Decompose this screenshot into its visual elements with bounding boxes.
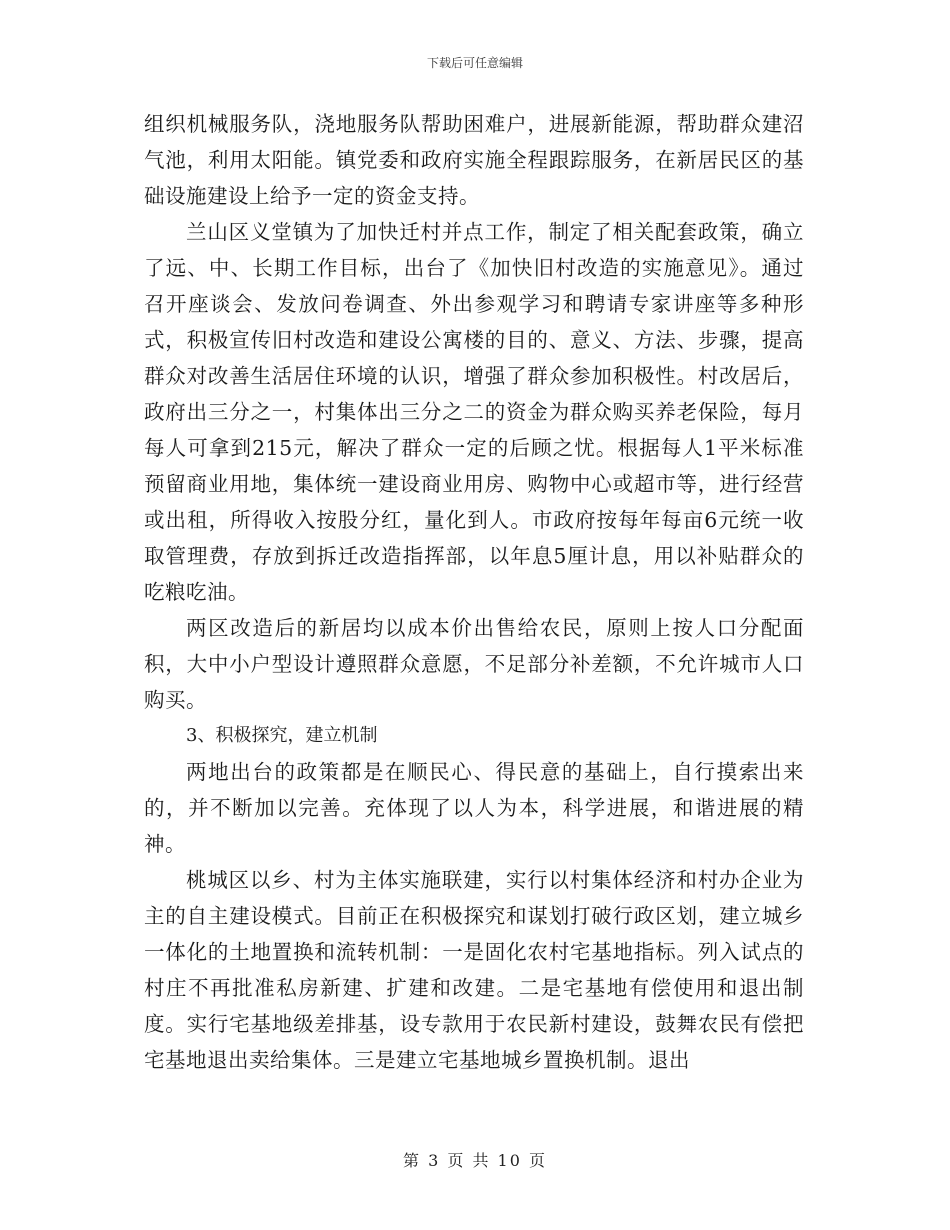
document-body xyxy=(144,106,804,1078)
paragraph-1: 组织机械服务队，浇地服务队帮助困难户，进展新能源，帮助群众建沼气池，利用太阳能。镇党委和政府实施全程跟踪服务，在新居民区的基础设施建设上给予一定的资金支持。 xyxy=(144,112,804,208)
page-header: 下载后可任意编辑 xyxy=(426,56,523,70)
paragraph-3: 两区改造后的新居均以成本价出售给农民，原则上按人口分配面积，大中小户型设计遵照群众意愿，不足部分补差额，不允许城市人口购买。 xyxy=(144,616,804,712)
page-number-footer: 第 3 页 共 10 页 xyxy=(403,1151,547,1170)
section-heading: 3、积极探究，建立机制 xyxy=(186,725,378,746)
paragraph-4: 两地出台的政策都是在顺民心、得民意的基础上，自行摸索出来的，并不断加以完善。充体现了以人为本，科学进展，和谐进展的精神。 xyxy=(144,760,804,856)
paragraph-5: 桃城区以乡、村为主体实施联建，实行以村集体经济和村办企业为主的自主建设模式。目前正在积极探究和谋划打破行政区划，建立城乡一体化的土地置换和流转机制：一是固化农村宅基地指标。列入试点的村庄不再批准私房新建、扩建和改建。二是宅基地有偿使用和退出制度。实行宅基地级差排基，设专款用于农民新村建设，鼓舞农民有偿把宅基地退出卖给集体。三是建立宅基地城乡置换机制。退出 xyxy=(144,868,804,1072)
paragraph-2: 兰山区义堂镇为了加快迁村并点工作，制定了相关配套政策，确立了远、中、长期工作目标，出台了《加快旧村改造的实施意见》。通过召开座谈会、发放问卷调查、外出参观学习和聘请专家讲座等多种形式，积极宣传旧村改造和建设公寓楼的目的、意义、方法、步骤，提高群众对改善生活居住环境的认识，增强了群众参加积极性。村改居后，政府出三分之一，村集体出三分之二的资金为群众购买养老保险，每月每人可拿到215元，解决了群众一定的后顾之忧。根据每人1平米标准预留商业用地，集体统一建设商业用房、购物中心或超市等，进行经营或出租，所得收入按股分红，量化到人。市政府按每年每亩6元统一收取管理费，存放到拆迁改造指挥部，以年息5厘计息，用以补贴群众的吃粮吃油。 xyxy=(144,220,804,604)
